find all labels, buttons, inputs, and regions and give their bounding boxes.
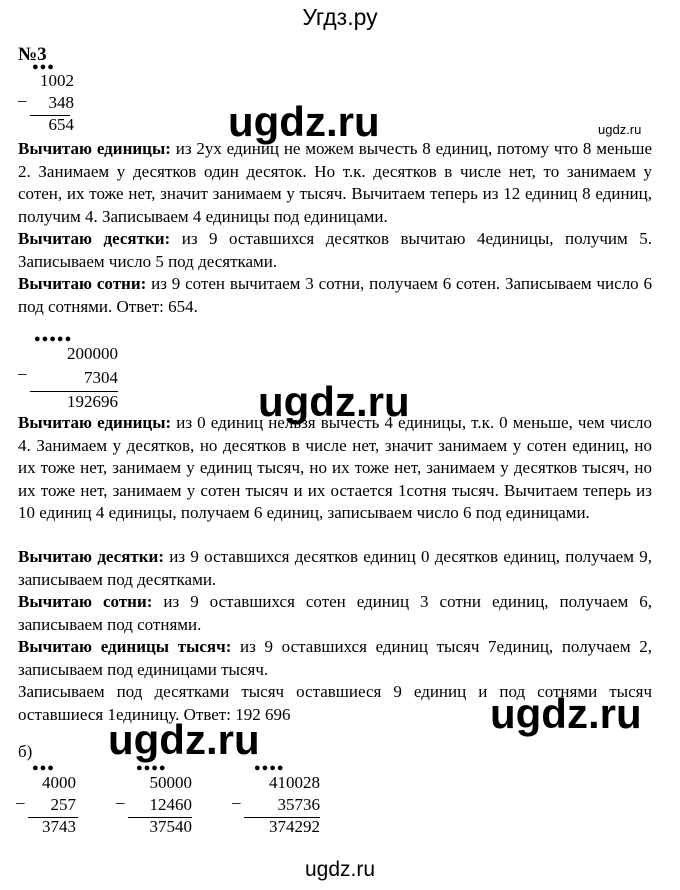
minus-sign: _ (116, 787, 125, 806)
borrow-dots: ●●● (32, 762, 55, 774)
minus-sign: _ (16, 787, 25, 806)
example2-step1 (18, 412, 652, 525)
example2-step3 (18, 591, 652, 636)
footer-watermark: ugdz.ru (304, 858, 376, 881)
result: 654 (48, 115, 74, 134)
step-label: Вычитаю единицы: (18, 139, 171, 158)
column-subtraction-b1 (16, 772, 88, 840)
step-label: Вычитаю десятки: (18, 229, 171, 248)
column-subtraction-b2 (116, 772, 198, 840)
example2-step2 (18, 546, 652, 591)
column-subtraction-b3 (232, 772, 324, 840)
watermark: ugdz.ru (108, 716, 260, 763)
borrow-dots: ●●●● (254, 762, 285, 774)
watermark: ugdz.ru (258, 378, 410, 425)
step-label: Вычитаю сотни: (18, 274, 147, 293)
step-label: Вычитаю сотни: (18, 592, 153, 611)
borrow-dots: ●●●●● (34, 333, 73, 345)
example2-step4 (18, 636, 652, 681)
step-label: Вычитаю десятки: (18, 547, 165, 566)
minuend: 1002 (40, 71, 74, 90)
subtrahend: 7304 (84, 368, 118, 387)
minus-sign: _ (18, 358, 27, 377)
watermark: ugdz.ru (490, 690, 642, 737)
result: 192696 (67, 392, 118, 411)
step-text: из 0 единиц нельзя вычесть 4 единицы, т.к. 0 меньше, чем число 4. Занимаем у десятков, но десятков в числе нет, значит занимаем у сотен единиц, но их тоже нет, занимаем у единиц тысяч, но их тоже нет, занимаем у десятков тысяч, но их тоже нет, занимаем у сотен тысяч и их остается 1сотня тысяч. Вычитаем теперь из 10 единиц 4 единицы, получаем 6 единиц, записываем число 6 под единицами. (18, 413, 653, 522)
example1-step3 (18, 273, 652, 318)
result: 3743 (42, 817, 76, 836)
watermark: ugdz.ru (228, 98, 380, 145)
step-text: из 9 оставшихся единиц тысяч 7единиц, получаем 2, записываем под единицами тысяч. (18, 637, 652, 679)
minuend: 50000 (149, 773, 192, 792)
part-b-label: б) (18, 742, 33, 761)
example1-step2 (18, 228, 652, 273)
column-subtraction-1 (18, 70, 78, 136)
step-text: из 9 оставшихся десятков единиц 0 десятков единиц, получаем 9, записываем под десятками. (18, 547, 653, 589)
step-label: Вычитаю единицы тысяч: (18, 637, 232, 656)
watermark-small: ugdz.ru (598, 122, 642, 137)
step-text: из 2ух единиц не можем вычесть 8 единиц, потому что 8 меньше 2. Занимаем у десятков один десяток. Но т.к. десятков в числе нет, то занимаем у сотен, их тоже нет, значит занимаем у тысяч. Вычитаем теперь из 12 единиц 8 единиц, получим 4. Записываем 4 единицы под единицами. (18, 139, 653, 226)
result: 37540 (149, 817, 192, 836)
minuend: 200000 (67, 344, 118, 363)
column-subtraction-2 (18, 343, 122, 411)
subtrahend: 257 (50, 795, 76, 814)
borrow-dots: ●●● (32, 61, 55, 73)
minuend: 4000 (42, 773, 76, 792)
subtrahend: 35736 (277, 795, 320, 814)
site-title: Угдз.ру (302, 4, 378, 30)
subtrahend: 12460 (149, 795, 192, 814)
result: 374292 (269, 817, 320, 836)
minuend: 410028 (269, 773, 320, 792)
minus-sign: _ (232, 787, 241, 806)
example1-step1 (18, 138, 652, 228)
step-text: из 9 оставшихся сотен единиц 3 сотни единиц, получаем 6, записываем под сотнями. (18, 592, 652, 634)
borrow-dots: ●●●● (136, 762, 167, 774)
step-text: из 9 сотен вычитаем 3 сотни, получаем 6 сотен. Записываем число 6 под сотнями. Ответ: 654. (18, 274, 653, 316)
step-text: из 9 оставшихся десятков вычитаю 4единицы, получим 5. Записываем число 5 под десятками. (18, 229, 652, 271)
task-number: №3 (18, 44, 47, 65)
step-label: Вычитаю единицы: (18, 413, 172, 432)
example2-conclusion: Записываем под десятками тысяч оставшиеся 9 единиц и под сотнями тысяч оставшиеся 1единицу. Ответ: 192 696 (18, 682, 652, 724)
subtrahend: 348 (48, 93, 74, 112)
minus-sign: _ (18, 85, 27, 104)
